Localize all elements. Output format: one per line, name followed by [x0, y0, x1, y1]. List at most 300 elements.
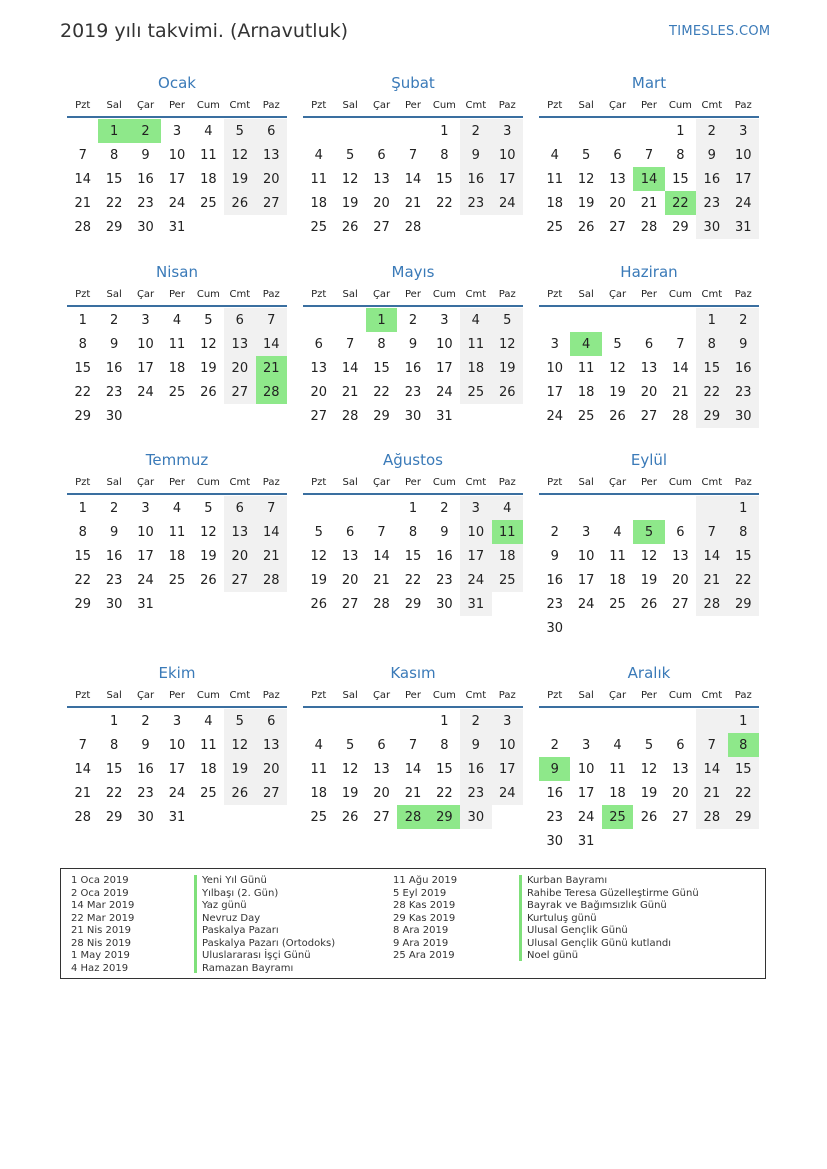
day-cell: 19: [224, 167, 255, 191]
day-cell: 18: [310, 195, 327, 211]
day-cell: 26: [609, 408, 626, 424]
day-cell: 30: [696, 215, 727, 239]
day-cell: 12: [224, 733, 255, 757]
day-cell: 15: [74, 548, 91, 564]
day-cell: 22: [436, 195, 453, 211]
day-cell: 9: [696, 143, 727, 167]
legend-date: 9 Ara 2019: [393, 937, 449, 949]
day-cell: 22: [74, 384, 91, 400]
day-cell: 21: [373, 572, 390, 588]
day-cell: 1: [440, 123, 449, 139]
day-cell: 23: [546, 596, 563, 612]
day-cell: 15: [373, 360, 390, 376]
month-name: Temmuz: [145, 451, 209, 469]
weekday-label: Per: [169, 99, 185, 111]
legend-holiday-name: Ulusal Gençlik Günü: [527, 925, 628, 936]
day-cell: 6: [224, 496, 255, 520]
day-cell: 30: [728, 404, 759, 428]
day-cell: 29: [74, 408, 91, 424]
day-cell: 2: [109, 312, 119, 328]
day-cell: 29: [373, 408, 390, 424]
day-cell: 14: [404, 171, 422, 187]
day-cell: 12: [577, 171, 595, 187]
weekday-label: Çar: [608, 99, 627, 111]
day-cell: 8: [109, 147, 119, 163]
day-cell: 8: [440, 737, 449, 753]
legend-holiday-name: Kurban Bayramı: [527, 875, 608, 886]
day-cell: 19: [492, 356, 523, 380]
day-cell: 11: [310, 171, 327, 187]
weekday-label: Per: [405, 99, 421, 111]
day-cell: 13: [256, 143, 287, 167]
weekday-header: [67, 94, 287, 118]
day-cell: 18: [200, 171, 217, 187]
day-cell: 15: [105, 761, 123, 777]
holiday-day: 9: [539, 757, 570, 781]
weekday-label: Cmt: [465, 476, 487, 488]
weekday-label: Cum: [432, 476, 456, 488]
weekday-label: Paz: [262, 689, 280, 701]
day-cell: 14: [341, 360, 359, 376]
day-cell: 13: [672, 548, 689, 564]
weekday-header: [539, 94, 759, 118]
weekday-label: Pzt: [547, 689, 563, 701]
weekday-label: Per: [405, 689, 421, 701]
day-cell: 15: [672, 171, 689, 187]
day-cell: 19: [200, 548, 217, 564]
day-cell: 6: [676, 737, 685, 753]
day-cell: 1: [728, 709, 759, 733]
day-cell: 4: [204, 123, 213, 139]
day-cell: 4: [314, 737, 323, 753]
empty-cell: [696, 496, 727, 520]
day-cell: 11: [577, 360, 595, 376]
day-cell: 15: [436, 761, 453, 777]
legend-holiday-name: Yılbaşı (2. Gün): [202, 887, 279, 899]
day-cell: 10: [728, 143, 759, 167]
day-cell: 22: [728, 781, 759, 805]
empty-cell: [602, 308, 633, 332]
day-cell: 20: [341, 572, 359, 588]
day-cell: 30: [137, 809, 154, 825]
day-cell: 12: [640, 761, 658, 777]
empty-cell: [303, 119, 334, 143]
empty-cell: [665, 709, 696, 733]
day-cell: 10: [546, 360, 563, 376]
legend-holiday-name: Yeni Yıl Günü: [202, 875, 267, 886]
day-cell: 26: [640, 809, 658, 825]
day-cell: 7: [78, 147, 87, 163]
day-cell: 22: [728, 568, 759, 592]
month-2: [303, 72, 523, 239]
day-cell: 9: [109, 524, 119, 540]
day-cell: 16: [404, 360, 422, 376]
holiday-day: 21: [256, 356, 287, 380]
month-name: Ekim: [158, 664, 196, 682]
day-cell: 17: [728, 167, 759, 191]
day-cell: 2: [550, 737, 559, 753]
day-cell: 25: [546, 219, 563, 235]
weekday-label: Per: [641, 99, 657, 111]
empty-cell: [602, 709, 633, 733]
weekday-header: [539, 283, 759, 307]
day-cell: 7: [408, 147, 418, 163]
day-cell: 24: [436, 384, 453, 400]
day-cell: 2: [728, 308, 759, 332]
day-cell: 21: [672, 384, 689, 400]
day-cell: 17: [168, 761, 186, 777]
empty-cell: [539, 119, 570, 143]
day-cell: 8: [440, 147, 449, 163]
day-cell: 8: [408, 524, 418, 540]
day-cell: 1: [696, 308, 727, 332]
legend-right-names: [527, 875, 699, 963]
day-cell: 26: [310, 596, 327, 612]
day-cell: 28: [341, 408, 359, 424]
day-cell: 13: [640, 360, 658, 376]
legend-holiday-name: Paskalya Pazarı (Ortodoks): [202, 937, 336, 949]
day-cell: 16: [436, 548, 453, 564]
day-cell: 30: [546, 833, 563, 849]
day-cell: 25: [460, 380, 491, 404]
day-cell: 11: [460, 332, 491, 356]
day-grid: [539, 709, 759, 853]
day-cell: 8: [78, 524, 87, 540]
day-cell: 14: [696, 757, 727, 781]
weekday-header: [303, 684, 523, 708]
day-cell: 16: [546, 785, 563, 801]
day-cell: 25: [310, 809, 327, 825]
day-cell: 6: [676, 524, 685, 540]
day-cell: 31: [137, 596, 154, 612]
day-cell: 21: [404, 195, 422, 211]
weekday-header: [67, 283, 287, 307]
day-cell: 10: [137, 336, 154, 352]
legend-date: 1 May 2019: [71, 950, 130, 961]
day-cell: 24: [492, 781, 523, 805]
month-8: [303, 449, 523, 616]
day-cell: 1: [728, 496, 759, 520]
month-10: [67, 662, 287, 829]
day-cell: 29: [696, 404, 727, 428]
day-cell: 4: [492, 496, 523, 520]
day-cell: 12: [341, 171, 359, 187]
weekday-label: Per: [641, 476, 657, 488]
day-cell: 26: [577, 219, 595, 235]
holiday-day: 8: [728, 733, 759, 757]
day-cell: 13: [341, 548, 359, 564]
day-cell: 11: [168, 524, 186, 540]
weekday-label: Çar: [136, 99, 155, 111]
day-cell: 24: [137, 384, 154, 400]
weekday-header: [539, 684, 759, 708]
day-cell: 27: [341, 596, 359, 612]
day-grid: [539, 308, 759, 428]
month-name: Ocak: [158, 74, 196, 92]
month-9: [539, 449, 759, 640]
weekday-label: Sal: [106, 476, 122, 488]
legend-holiday-name: Noel günü: [527, 950, 579, 961]
day-cell: 19: [341, 195, 359, 211]
day-cell: 12: [609, 360, 626, 376]
day-cell: 10: [168, 147, 186, 163]
weekday-label: Çar: [136, 288, 155, 300]
day-cell: 6: [377, 147, 386, 163]
day-cell: 20: [373, 195, 390, 211]
day-cell: 20: [310, 384, 327, 400]
legend-holiday-name: Paskalya Pazarı: [202, 925, 279, 936]
day-cell: 30: [460, 805, 491, 829]
day-cell: 7: [644, 147, 654, 163]
day-cell: 27: [373, 809, 390, 825]
day-cell: 19: [200, 360, 217, 376]
day-cell: 10: [577, 548, 595, 564]
page-title: 2019 yılı takvimi. (Arnavutluk): [60, 20, 349, 42]
weekday-label: Paz: [498, 689, 516, 701]
day-cell: 31: [460, 592, 491, 616]
weekday-label: Sal: [342, 476, 358, 488]
month-12: [539, 662, 759, 853]
weekday-header: [303, 283, 523, 307]
day-cell: 6: [613, 147, 622, 163]
weekday-label: Sal: [578, 476, 594, 488]
empty-cell: [334, 119, 365, 143]
weekday-label: Çar: [608, 288, 627, 300]
day-cell: 21: [640, 195, 658, 211]
day-cell: 26: [341, 219, 359, 235]
day-cell: 25: [492, 568, 523, 592]
day-cell: 24: [577, 596, 595, 612]
day-cell: 29: [105, 219, 123, 235]
day-cell: 11: [168, 336, 186, 352]
month-name: Mart: [631, 74, 667, 92]
day-cell: 2: [696, 119, 727, 143]
day-cell: 13: [224, 520, 255, 544]
month-4: [67, 261, 287, 428]
day-cell: 27: [224, 380, 255, 404]
day-cell: 1: [78, 500, 87, 516]
empty-cell: [366, 119, 397, 143]
day-cell: 11: [609, 761, 626, 777]
day-cell: 29: [728, 805, 759, 829]
day-cell: 24: [168, 195, 186, 211]
day-cell: 10: [168, 737, 186, 753]
day-cell: 29: [105, 809, 123, 825]
day-cell: 14: [404, 761, 422, 777]
holiday-day: 4: [570, 332, 601, 356]
day-cell: 17: [168, 171, 186, 187]
weekday-label: Paz: [734, 476, 752, 488]
day-cell: 17: [137, 360, 154, 376]
weekday-label: Cmt: [701, 689, 723, 701]
day-cell: 2: [460, 709, 491, 733]
day-cell: 28: [640, 219, 658, 235]
empty-cell: [303, 709, 334, 733]
day-cell: 15: [436, 171, 453, 187]
day-cell: 26: [200, 572, 217, 588]
day-cell: 2: [109, 500, 119, 516]
empty-cell: [303, 496, 334, 520]
empty-cell: [67, 119, 98, 143]
day-cell: 22: [74, 572, 91, 588]
day-cell: 13: [609, 171, 626, 187]
day-cell: 31: [728, 215, 759, 239]
day-cell: 31: [168, 219, 186, 235]
legend-date: 29 Kas 2019: [393, 912, 456, 924]
day-cell: 2: [550, 524, 559, 540]
day-cell: 19: [310, 572, 327, 588]
weekday-header: [67, 471, 287, 495]
day-cell: 10: [460, 520, 491, 544]
empty-cell: [665, 308, 696, 332]
day-cell: 3: [728, 119, 759, 143]
holiday-day: 11: [492, 520, 523, 544]
day-cell: 16: [137, 171, 154, 187]
day-cell: 28: [404, 219, 422, 235]
holiday-day: 5: [633, 520, 664, 544]
weekday-label: Pzt: [75, 99, 91, 111]
day-cell: 24: [137, 572, 154, 588]
empty-cell: [366, 496, 397, 520]
day-cell: 19: [609, 384, 626, 400]
day-cell: 3: [550, 336, 559, 352]
day-cell: 3: [172, 123, 182, 139]
weekday-label: Çar: [372, 99, 391, 111]
weekday-label: Cmt: [701, 476, 723, 488]
day-cell: 11: [546, 171, 563, 187]
weekday-label: Cum: [196, 689, 220, 701]
holiday-day: 29: [429, 805, 460, 829]
weekday-label: Paz: [734, 689, 752, 701]
day-cell: 27: [373, 219, 390, 235]
day-cell: 3: [460, 496, 491, 520]
day-cell: 23: [105, 572, 123, 588]
weekday-label: Cmt: [229, 689, 251, 701]
day-cell: 16: [546, 572, 563, 588]
day-cell: 7: [696, 520, 727, 544]
day-cell: 7: [377, 524, 386, 540]
legend-date: 28 Nis 2019: [71, 937, 131, 949]
day-cell: 2: [141, 713, 150, 729]
day-cell: 5: [644, 737, 654, 753]
day-cell: 23: [404, 384, 422, 400]
legend-date: 11 Ağu 2019: [393, 875, 458, 886]
day-grid: [67, 119, 287, 239]
day-cell: 30: [546, 620, 563, 636]
day-cell: 30: [404, 408, 422, 424]
empty-cell: [334, 496, 365, 520]
day-cell: 4: [172, 500, 182, 516]
weekday-label: Sal: [342, 689, 358, 701]
day-cell: 5: [345, 147, 355, 163]
weekday-label: Paz: [734, 288, 752, 300]
legend-holiday-name: Uluslararası İşçi Günü: [202, 950, 311, 961]
day-cell: 6: [256, 709, 287, 733]
day-cell: 18: [200, 761, 217, 777]
empty-cell: [602, 496, 633, 520]
day-cell: 23: [696, 191, 727, 215]
day-cell: 22: [373, 384, 390, 400]
holiday-day: 28: [256, 380, 287, 404]
day-cell: 7: [676, 336, 685, 352]
day-cell: 6: [377, 737, 386, 753]
empty-cell: [570, 119, 601, 143]
month-name: Şubat: [391, 74, 435, 92]
day-cell: 20: [672, 785, 689, 801]
day-cell: 27: [256, 781, 287, 805]
day-cell: 16: [460, 757, 491, 781]
day-cell: 1: [78, 312, 87, 328]
brand-link[interactable]: TIMESLES.COM: [669, 24, 771, 39]
weekday-label: Paz: [734, 99, 752, 111]
month-name: Mayıs: [391, 263, 435, 281]
weekday-label: Paz: [262, 476, 280, 488]
day-cell: 25: [200, 785, 217, 801]
day-cell: 6: [314, 336, 323, 352]
weekday-label: Cmt: [701, 288, 723, 300]
day-cell: 15: [696, 356, 727, 380]
empty-cell: [539, 709, 570, 733]
day-cell: 21: [256, 544, 287, 568]
empty-cell: [633, 119, 664, 143]
day-cell: 11: [609, 548, 626, 564]
day-cell: 21: [74, 195, 91, 211]
day-cell: 12: [640, 548, 658, 564]
day-cell: 25: [577, 408, 595, 424]
day-cell: 28: [373, 596, 390, 612]
empty-cell: [397, 119, 428, 143]
weekday-label: Cmt: [465, 689, 487, 701]
day-cell: 8: [78, 336, 87, 352]
day-cell: 24: [577, 809, 595, 825]
day-cell: 1: [109, 713, 119, 729]
day-cell: 7: [78, 737, 87, 753]
day-cell: 30: [105, 408, 123, 424]
day-cell: 8: [377, 336, 386, 352]
day-cell: 22: [105, 785, 123, 801]
day-cell: 17: [577, 572, 595, 588]
day-cell: 7: [256, 308, 287, 332]
day-cell: 30: [105, 596, 123, 612]
day-cell: 9: [440, 524, 449, 540]
day-grid: [539, 119, 759, 239]
empty-cell: [570, 308, 601, 332]
weekday-label: Per: [169, 689, 185, 701]
day-cell: 22: [696, 380, 727, 404]
day-cell: 14: [672, 360, 689, 376]
month-6: [539, 261, 759, 428]
day-cell: 14: [74, 171, 91, 187]
day-cell: 4: [314, 147, 323, 163]
legend-left-names: [202, 875, 335, 975]
legend-right-dates: [393, 875, 457, 963]
day-cell: 26: [341, 809, 359, 825]
day-cell: 27: [672, 596, 689, 612]
legend-date: 5 Eyl 2019: [393, 887, 447, 899]
day-cell: 30: [137, 219, 154, 235]
day-cell: 21: [341, 384, 359, 400]
day-cell: 28: [74, 219, 91, 235]
day-cell: 16: [696, 167, 727, 191]
legend-left-dates: [71, 875, 134, 975]
day-cell: 7: [256, 496, 287, 520]
day-cell: 10: [492, 733, 523, 757]
weekday-label: Çar: [136, 476, 155, 488]
weekday-label: Cum: [668, 476, 692, 488]
day-cell: 9: [408, 336, 418, 352]
day-cell: 25: [168, 384, 186, 400]
empty-cell: [633, 308, 664, 332]
